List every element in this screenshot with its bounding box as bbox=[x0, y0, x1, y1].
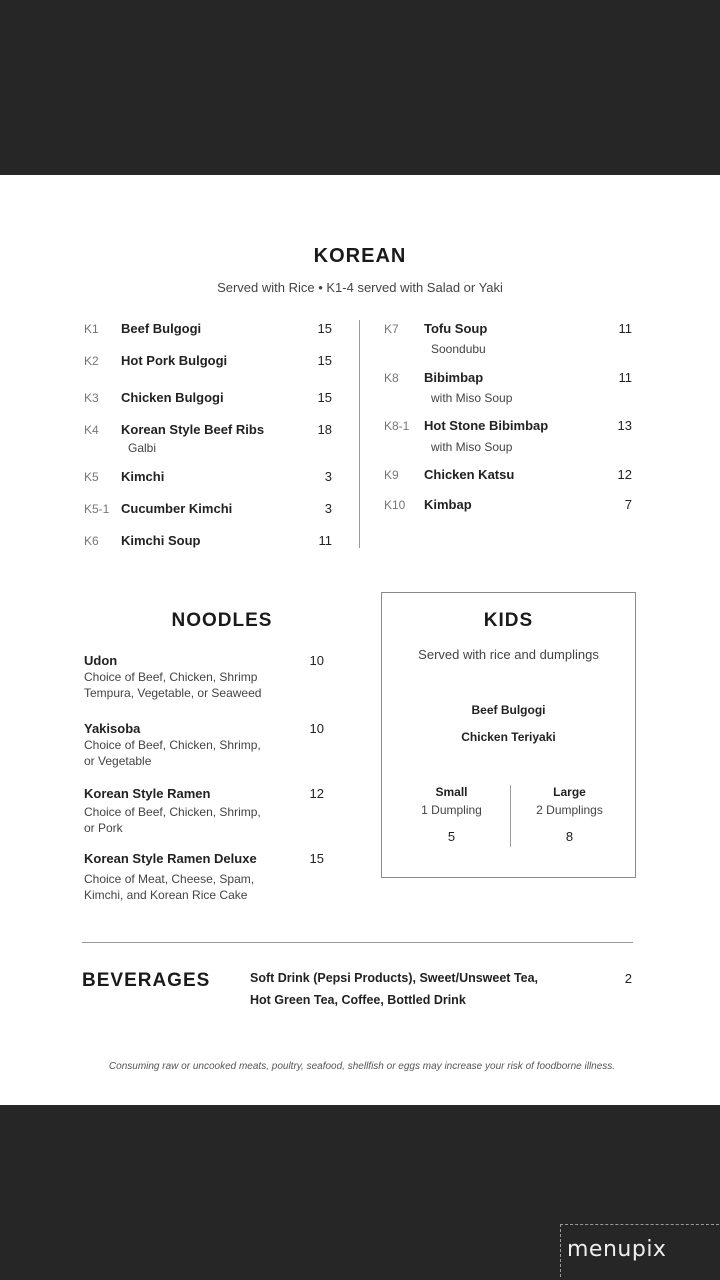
menu-item-name: Cucumber Kimchi bbox=[121, 501, 233, 516]
kids-title: KIDS bbox=[483, 610, 534, 631]
menu-item-price: 18 bbox=[317, 422, 332, 437]
menu-item-price: 13 bbox=[617, 418, 632, 433]
menu-item-price: 15 bbox=[317, 390, 332, 405]
noodle-item-desc: or Vegetable bbox=[84, 754, 152, 768]
noodle-item-price: 10 bbox=[309, 721, 324, 736]
menu-item-name: Kimchi bbox=[121, 469, 165, 484]
menu-item-name: Bibimbap bbox=[424, 370, 484, 385]
menu-item-name: Chicken Bulgogi bbox=[121, 390, 224, 405]
beverages-title: BEVERAGES bbox=[82, 970, 211, 991]
kids-item: Chicken Teriyaki bbox=[461, 730, 556, 744]
noodle-item-desc: Choice of Beef, Chicken, Shrimp, bbox=[84, 738, 261, 752]
korean-title: KOREAN bbox=[313, 245, 407, 267]
menu-item-name: Korean Style Beef Ribs bbox=[121, 422, 265, 437]
kids-subtitle: Served with rice and dumplings bbox=[418, 647, 599, 662]
menu-item-subtitle: with Miso Soup bbox=[431, 391, 513, 405]
menu-item-code: K1 bbox=[84, 322, 99, 336]
menu-item-code: K3 bbox=[84, 391, 99, 405]
noodle-item-desc: Kimchi, and Korean Rice Cake bbox=[84, 888, 248, 902]
menu-page bbox=[0, 175, 720, 1105]
kids-size-label: Large bbox=[553, 785, 586, 799]
menu-item-price: 12 bbox=[617, 467, 632, 482]
menu-item-price: 15 bbox=[317, 353, 332, 368]
noodles-title: NOODLES bbox=[171, 610, 273, 631]
menu-item-code: K7 bbox=[384, 322, 399, 336]
menu-item-subtitle: with Miso Soup bbox=[431, 440, 513, 454]
beverages-price: 2 bbox=[624, 971, 632, 986]
noodle-item-desc: Choice of Beef, Chicken, Shrimp bbox=[84, 670, 258, 684]
kids-item: Beef Bulgogi bbox=[471, 703, 546, 717]
menu-item-name: Tofu Soup bbox=[424, 321, 488, 336]
kids-divider bbox=[510, 785, 511, 847]
noodle-item-desc: Choice of Beef, Chicken, Shrimp, bbox=[84, 805, 261, 819]
menu-item-code: K2 bbox=[84, 354, 99, 368]
menu-item-price: 11 bbox=[618, 370, 632, 385]
kids-size-label: Small bbox=[435, 785, 468, 799]
noodle-item-desc: Tempura, Vegetable, or Seaweed bbox=[84, 686, 262, 700]
kids-size-detail: 1 Dumpling bbox=[421, 803, 482, 817]
menu-item-code: K6 bbox=[84, 534, 99, 548]
menu-item-name: Beef Bulgogi bbox=[121, 321, 202, 336]
watermark-text: menupix bbox=[567, 1237, 667, 1262]
menu-item-code: K8-1 bbox=[384, 419, 410, 433]
menu-item-subtitle: Galbi bbox=[128, 441, 157, 455]
menu-item-code: K10 bbox=[384, 498, 406, 512]
menu-item-code: K9 bbox=[384, 468, 399, 482]
menu-item-subtitle: Soondubu bbox=[431, 342, 486, 356]
section-divider bbox=[82, 942, 633, 943]
menu-item-code: K4 bbox=[84, 423, 99, 437]
menu-item-name: Hot Stone Bibimbap bbox=[424, 418, 549, 433]
kids-size-price: 5 bbox=[447, 829, 456, 844]
menu-item-price: 7 bbox=[624, 497, 632, 512]
beverages-line: Soft Drink (Pepsi Products), Sweet/Unsweet Tea, bbox=[250, 971, 539, 985]
menu-item-name: Kimbap bbox=[424, 497, 472, 512]
noodle-item-price: 15 bbox=[309, 851, 324, 866]
menu-item-name: Chicken Katsu bbox=[424, 467, 515, 482]
menupix-watermark bbox=[560, 1224, 719, 1277]
noodle-item-name: Korean Style Ramen Deluxe bbox=[84, 851, 257, 866]
korean-subtitle: Served with Rice • K1-4 served with Salad or Yaki bbox=[217, 280, 503, 295]
kids-size-price: 8 bbox=[565, 829, 574, 844]
noodle-item-name: Yakisoba bbox=[84, 721, 141, 736]
disclaimer: Consuming raw or uncooked meats, poultry, seafood, shellfish or eggs may increase your risk of foodborne illness. bbox=[108, 1061, 616, 1072]
kids-size-detail: 2 Dumplings bbox=[536, 803, 603, 817]
menu-item-name: Hot Pork Bulgogi bbox=[121, 353, 228, 368]
menu-item-price: 3 bbox=[324, 469, 332, 484]
menu-item-price: 15 bbox=[317, 321, 332, 336]
noodle-item-name: Udon bbox=[84, 653, 118, 668]
noodle-item-desc: Choice of Meat, Cheese, Spam, bbox=[84, 872, 255, 886]
beverages-line: Hot Green Tea, Coffee, Bottled Drink bbox=[250, 993, 466, 1007]
column-divider bbox=[359, 320, 360, 548]
menu-item-code: K5-1 bbox=[84, 502, 110, 516]
menu-item-code: K5 bbox=[84, 470, 99, 484]
noodle-item-price: 12 bbox=[309, 786, 324, 801]
menu-item-price: 11 bbox=[318, 533, 332, 548]
noodle-item-desc: or Pork bbox=[84, 821, 123, 835]
noodle-item-price: 10 bbox=[309, 653, 324, 668]
menu-item-price: 3 bbox=[324, 501, 332, 516]
noodle-item-name: Korean Style Ramen bbox=[84, 786, 211, 801]
menu-item-price: 11 bbox=[618, 321, 632, 336]
kids-box bbox=[381, 592, 636, 878]
menu-item-name: Kimchi Soup bbox=[121, 533, 201, 548]
menu-item-code: K8 bbox=[384, 371, 399, 385]
